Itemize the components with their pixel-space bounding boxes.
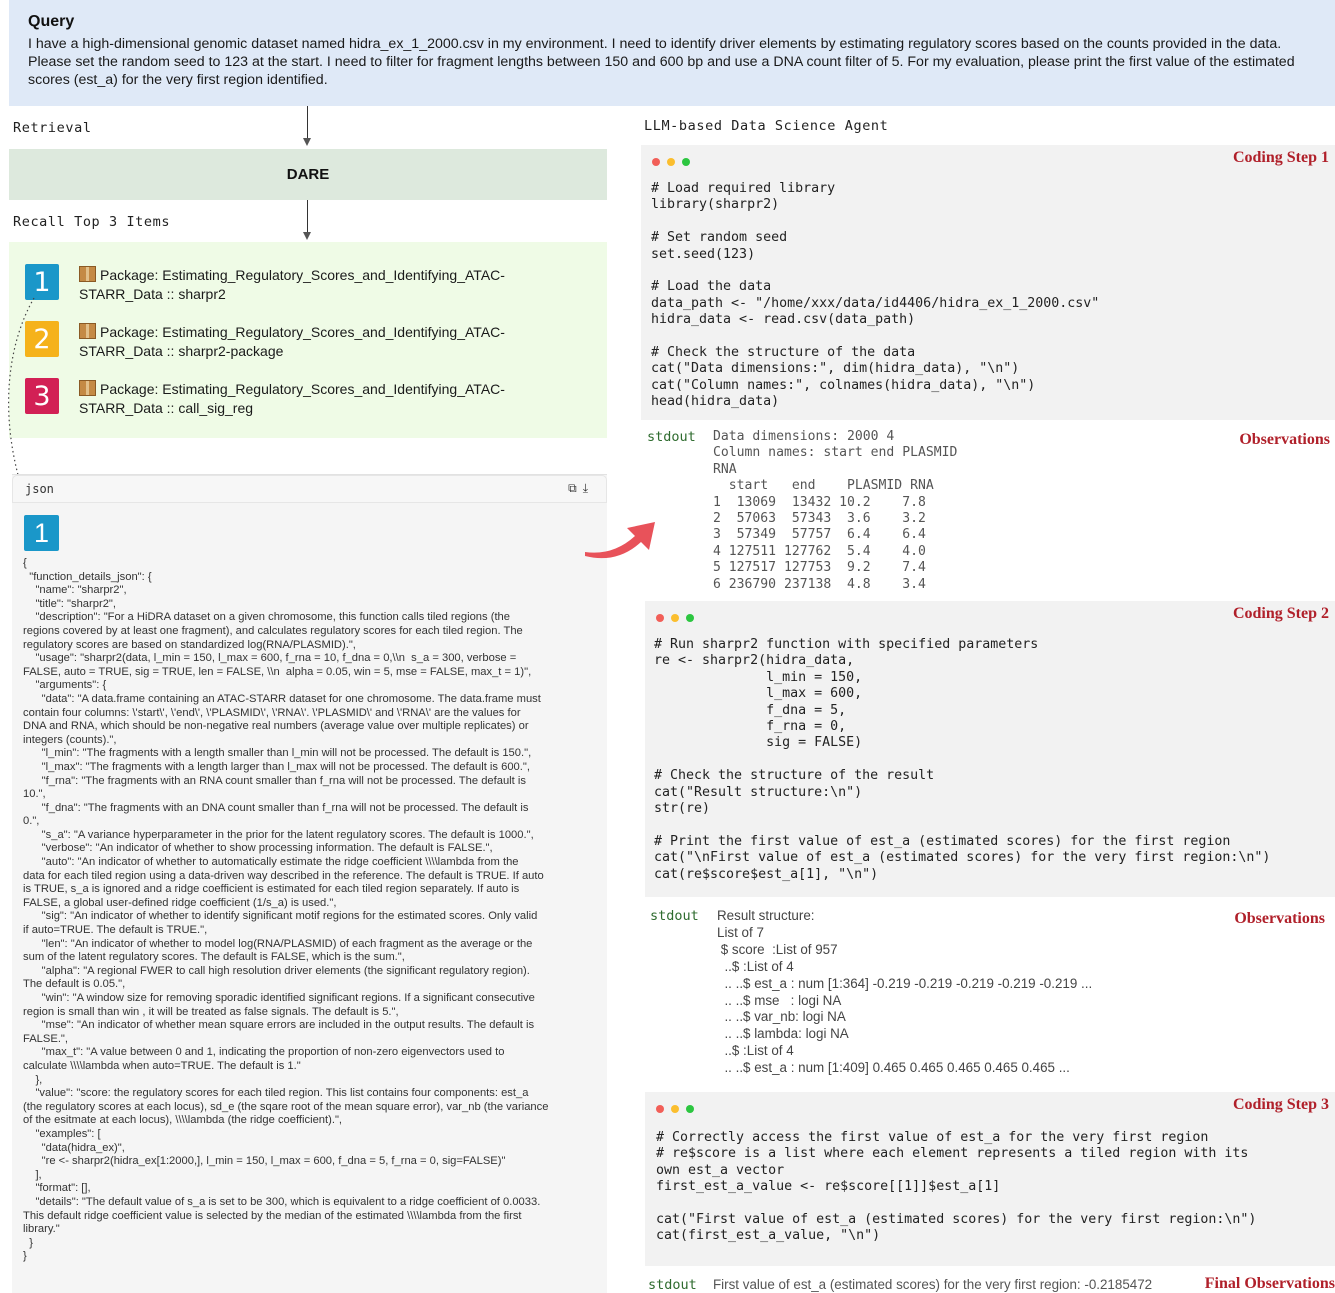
window-controls bbox=[656, 609, 701, 627]
minimize-dot-icon bbox=[671, 1105, 679, 1113]
minimize-dot-icon bbox=[671, 614, 679, 622]
final-observation-output: First value of est_a (estimated scores) for the very first region: -0.2185472 bbox=[713, 1277, 1153, 1292]
json-body: { "function_details_json": { "name": "sharpr2", "title": "sharpr2", "description": "For a HiDRA dataset on a given chromosome, this function calls tiled regions (the regions covered by at least one fragment), and calculates regulatory scores for each tiled region. The regulatory scores are based on standardized log(RNA/PLASMID).", "usage": "sharpr2(data, l_min = 150, l_max = 600, f_rna = 10, f_dna = 0,\\n s_a = 300, verbose = FALSE, auto = TRUE, sig = TRUE, len = FALSE, \\n alpha = 0.05, win = 5, mse = FALSE, max_t = 1)", "arguments": { "data": "A data.frame containing an ATAC-STARR dataset for one chromosome. The data.frame must contain four columns: \'start\', \'end\', \'PLASMID\', \'RNA\'. \'PLASMID\' and \'RNA\' are the values for DNA and RNA, which should be non-negative real numbers (average value over multiple replicates) or integers (counts).", "l_min": "The fragments with a length smaller than l_min will not be processed. The default is 150.", "l_max": "The fragments with a length larger than l_max will not be processed. The default is 600.", "f_rna": "The fragments with an RNA count smaller than f_rna will not be processed. The default is 10.", "f_dna": "The fragments with an DNA count smaller than f_rna will not be processed. The default is 0.", "s_a": "A variance hyperparameter in the prior for the latent regulatory scores. The default is 1000.", "verbose": "An indicator of whether to show processing information. The default is FALSE.", "auto": "An indicator of whether to automatically estimate the ridge coefficient \\\\lambda from the data for each tiled region using a data-driven way described in the reference. The default is TRUE. If auto is TRUE, s_a is ignored and a ridge coefficient is estimated for each tiled region separately. If auto is FALSE, a global user-defined ridge coefficient (1/s_a) is used.", "sig": "An indicator of whether to identify significant motif regions for the estimated scores. Only valid if auto=TRUE. The default is TRUE.", "len": "An indicator of whether to model log(RNA/PLASMID) of each fragment as the average or the sum of the latent regulatory scores. The default is FALSE, which is the sum.", "alpha": "A regional FWER to call high resolution driver elements (the significant regulatory region). The default is 0.05.", "win": "A window size for removing sporadic identified significant regions. If a significant consecutive region is small than win , it will be treated as false signals. The default is 5.", "mse": "An indicator of whether mean square errors are included in the output results. The default is FALSE.", "max_t": "A value between 0 and 1, indicating the proportion of non-zero eigenvectors used to calculate \\\\lambda when auto=TRUE. The default is 1." }, "value": "score: the regulatory scores for each tiled region. This list contains four components: est_a (the regulatory scores at each locus), sd_e (the sqare root of the mean square error), var_nb (the variance of the esitmate at each locus), \\\\lambda (the ridge coefficient).", "examples": [ "data(hidra_ex)", "re <- sharpr2(hidra_ex[1:2000,], l_min = 150, l_max = 600, f_dna = 5, f_rna = 0, sig=FALSE)" ], "format": [], "details": "The default value of s_a is set to be 300, which is equivalent to a ridge coefficient of 0.0033. This default ridge coefficient value is selected by the median of the estimated \\\\lambda from the first library." } } bbox=[23, 557, 549, 1263]
code-step-1 bbox=[641, 145, 1335, 420]
json-lang-label: json bbox=[25, 482, 54, 496]
package-icon bbox=[79, 266, 96, 282]
arrow-to-dare bbox=[307, 106, 308, 144]
stdout-label: stdout bbox=[647, 429, 696, 445]
json-card-header bbox=[12, 475, 607, 503]
code-step-3 bbox=[645, 1092, 1335, 1266]
recall-item-line1: Package: Estimating_Regulatory_Scores_and_Identifying_ATAC- bbox=[100, 381, 505, 397]
recall-item-line2: STARR_Data :: call_sig_reg bbox=[79, 400, 254, 416]
recall-label: Recall Top 3 Items bbox=[13, 214, 171, 230]
final-observations-title: Final Observations bbox=[1204, 1275, 1335, 1292]
close-dot-icon bbox=[656, 614, 664, 622]
dare-box: DARE bbox=[9, 149, 607, 200]
json-card bbox=[12, 474, 607, 1293]
copy-icon[interactable]: ⧉ bbox=[568, 481, 583, 495]
rank-badge-3: 3 bbox=[25, 378, 59, 414]
recall-item-line1: Package: Estimating_Regulatory_Scores_and_Identifying_ATAC- bbox=[100, 267, 505, 283]
minimize-dot-icon bbox=[667, 158, 675, 166]
arrow-to-recall bbox=[307, 200, 308, 238]
observation-output: Data dimensions: 2000 4 Column names: start end PLASMID RNA start end PLASMID RNA 1 13069 13432 10.2 7.8 2 57063 57343 3.6 3.2 3 57349 57757 6.4 6.4 4 127511 127762 5.4 4.0 5 127517 127753 9.2 7.4 6 236790 237138 4.8 3.4 bbox=[713, 429, 958, 592]
recall-item-line2: STARR_Data :: sharpr2-package bbox=[79, 343, 284, 359]
window-controls bbox=[652, 153, 697, 171]
package-icon bbox=[79, 380, 96, 396]
maximize-dot-icon bbox=[686, 1105, 694, 1113]
step-title: Coding Step 3 bbox=[1232, 1096, 1329, 1113]
maximize-dot-icon bbox=[686, 614, 694, 622]
stdout-label: stdout bbox=[648, 1277, 697, 1293]
window-controls bbox=[656, 1100, 701, 1118]
recall-panel bbox=[9, 242, 607, 438]
maximize-dot-icon bbox=[682, 158, 690, 166]
recall-item[interactable] bbox=[9, 264, 607, 314]
code-block: # Run sharpr2 function with specified parameters re <- sharpr2(hidra_data, l_min = 150, l_max = 600, f_dna = 5, f_rna = 0, sig = FALSE) # Check the structure of the result cat("Result structure:\n") str(re) # Print the first value of est_a (estimated scores) for the first region cat("\nFirst value of est_a (estimated scores) for the very first region:\n") cat(re$score$est_a[1], "\n") bbox=[654, 637, 1271, 882]
observations-title: Observations bbox=[1234, 910, 1325, 927]
observations-title: Observations bbox=[1239, 431, 1330, 448]
code-block: # Load required library library(sharpr2) # Set random seed set.seed(123) # Load the data data_path <- "/home/xxx/data/id4406/hidra_ex_1_2000.csv" hidra_data <- read.csv(data_path) # Check the structure of the data cat("Data dimensions:", dim(hidra_data), "\n") cat("Column names:", colnames(hidra_data), "\n") head(hidra_data) bbox=[651, 181, 1100, 410]
rank-badge-2: 2 bbox=[25, 321, 59, 357]
close-dot-icon bbox=[652, 158, 660, 166]
rank-badge-1: 1 bbox=[25, 264, 59, 300]
recall-item-line1: Package: Estimating_Regulatory_Scores_and_Identifying_ATAC- bbox=[100, 324, 505, 340]
observation-output: Result structure: List of 7 $ score :List of 957 ..$ :List of 4 .. ..$ est_a : num [1:364] -0.219 -0.219 -0.219 -0.219 -0.219 ... .. ..$ mse : logi NA .. ..$ var_nb: logi NA .. ..$ lambda: logi NA ..$ :List of 4 .. ..$ est_a : num [1:409] 0.465 0.465 0.465 0.465 0.465 ... bbox=[717, 908, 1093, 1076]
agent-label: LLM-based Data Science Agent bbox=[644, 118, 889, 134]
download-icon[interactable]: ⤓ bbox=[582, 481, 594, 495]
recall-item[interactable] bbox=[9, 321, 607, 371]
query-title: Query bbox=[28, 13, 75, 30]
recall-item-line2: STARR_Data :: sharpr2 bbox=[79, 286, 226, 302]
step-title: Coding Step 2 bbox=[1232, 605, 1329, 622]
close-dot-icon bbox=[656, 1105, 664, 1113]
code-step-2 bbox=[645, 601, 1335, 897]
recall-item[interactable] bbox=[9, 378, 607, 428]
package-icon bbox=[79, 323, 96, 339]
rank-badge-1: 1 bbox=[24, 515, 59, 551]
query-panel bbox=[9, 0, 1335, 106]
stdout-label: stdout bbox=[650, 908, 699, 924]
step-title: Coding Step 1 bbox=[1232, 149, 1329, 166]
curved-arrow-icon bbox=[583, 516, 659, 564]
retrieval-label: Retrieval bbox=[13, 120, 92, 136]
code-block: # Correctly access the first value of est_a for the very first region # re$score is a list where each element represents a tiled region with its own est_a vector first_est_a_value <- re$score[[1]]$est_a[1] cat("First value of est_a (estimated scores) for the very first region:\n") cat(first_est_a_value, "\n") bbox=[656, 1130, 1257, 1244]
query-text: I have a high-dimensional genomic dataset named hidra_ex_1_2000.csv in my environment. I need to identify driver elements by estimating regulatory scores based on the counts provided in the data. Please set the random seed to 123 at the start. I need to filter for fragment lengths between 150 and 600 bp and use a DNA count filter of 5. For my evaluation, please print the first value of the estimated scores (est_a) for the very first region identified. bbox=[28, 36, 1295, 88]
